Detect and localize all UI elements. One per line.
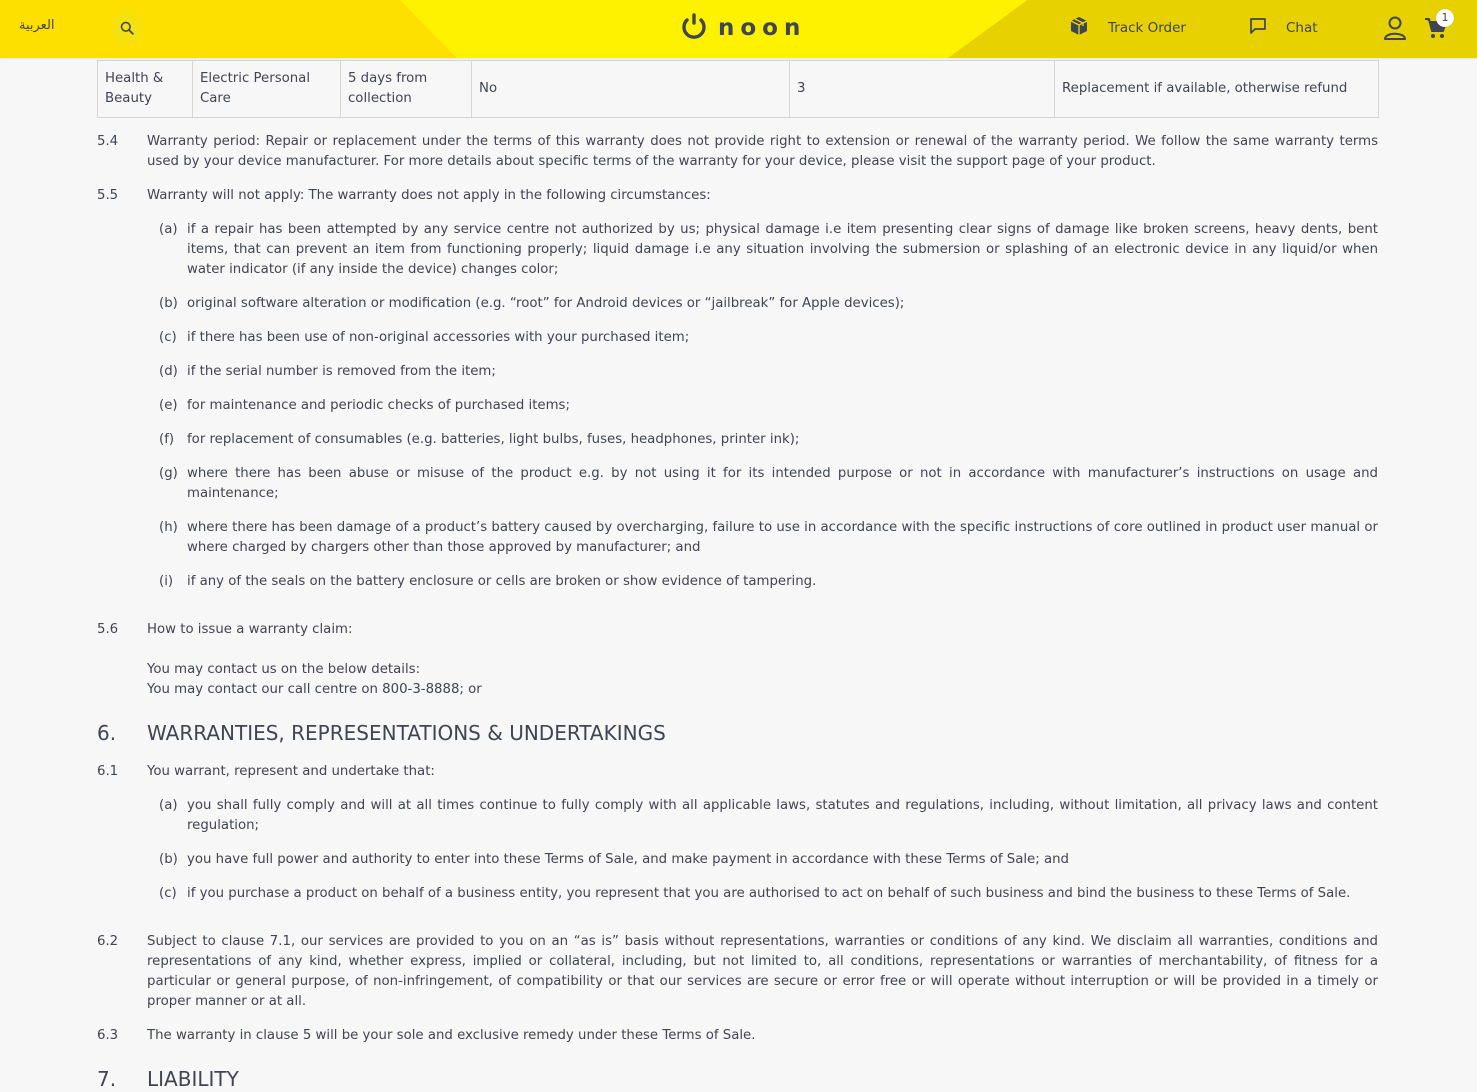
list-item-text: for replacement of consumables (e.g. batteries, light bulbs, fuses, headphones, printer ink); <box>187 432 800 447</box>
clause-5-4 <box>97 132 1378 172</box>
section-6-heading <box>97 720 1378 746</box>
terms-content <box>97 60 1378 1092</box>
clause-number: 5.6 <box>97 622 119 637</box>
table-row <box>98 61 1379 118</box>
account-button[interactable] <box>1382 14 1408 46</box>
package-icon <box>1068 15 1090 41</box>
list-item-letter: (f) <box>159 432 175 447</box>
clause-6-1 <box>97 762 1378 782</box>
list-item-letter: (b) <box>159 852 178 867</box>
list-item-text: where there has been abuse or misuse of the product e.g. by not using it for its intended purpose or not in accordance with manufacturer’s instructions on usage and maintenance; <box>187 466 1378 501</box>
list-item <box>97 430 1378 450</box>
list-item <box>97 396 1378 416</box>
list-item-text: original software alteration or modification (e.g. “root” for Android devices or “jailbreak” for Apple devices); <box>187 296 905 311</box>
list-item-letter: (b) <box>159 296 178 311</box>
section-title: WARRANTIES, REPRESENTATIONS & UNDERTAKINGS <box>147 721 666 745</box>
track-order-link[interactable] <box>1068 16 1186 40</box>
clause-6-3 <box>97 1026 1378 1046</box>
contact-line: You may contact our call centre on 800-3-8888; or <box>147 682 482 697</box>
list-item-letter: (c) <box>159 330 177 345</box>
table-cell-remedy: Replacement if available, otherwise refund <box>1055 61 1379 118</box>
contact-line: You may contact us on the below details: <box>147 662 421 677</box>
search-icon <box>120 20 134 39</box>
clause-number: 6.2 <box>97 934 119 949</box>
chat-link[interactable] <box>1248 16 1318 40</box>
list-item-text: if a repair has been attempted by any service centre not authorized by us; physical damage i.e item presenting clear signs of damage like broken screens, heavy dents, bent items, that can prevent an item from functioning properly; liquid damage i.e any situation involving the submersion or splashing of an electronic device in any liquid/or when water indicator (if any inside the device) changes color; <box>187 222 1378 277</box>
language-toggle[interactable]: العربية <box>19 18 55 33</box>
chat-icon <box>1248 16 1268 40</box>
clause-number: 6.3 <box>97 1028 119 1043</box>
list-item-letter: (c) <box>159 886 177 901</box>
user-icon <box>1382 27 1408 46</box>
list-item-text: where there has been damage of a product’s battery caused by overcharging, failure to use in accordance with the specific instructions of core outlined in product user manual or where charged by chargers other than those approved by manufacturer; and <box>187 520 1378 555</box>
list-item-text: if you purchase a product on behalf of a business entity, you represent that you are authorised to act on behalf of such business and bind the business to these Terms of Sale. <box>187 886 1351 901</box>
list-item-letter: (a) <box>159 798 178 813</box>
contact-details <box>97 660 1378 700</box>
list-item-text: you shall fully comply and will at all times continue to fully comply with all applicable laws, statutes and regulations, including, without limitation, all privacy laws and content regulation; <box>187 798 1378 833</box>
list-item <box>97 464 1378 504</box>
cart-count-badge: 1 <box>1436 9 1454 27</box>
clause-text: Warranty period: Repair or replacement under the terms of this warranty does not provide right to extension or renewal of the warranty period. We follow the same warranty terms used by your device manufacturer. For more details about specific terms of the warranty for your device, please visit the support page of your product. <box>147 134 1378 169</box>
list-item-letter: (d) <box>159 364 178 379</box>
clause-text: The warranty in clause 5 will be your sole and exclusive remedy under these Terms of Sale. <box>147 1028 756 1043</box>
section-number: 7. <box>97 1067 117 1091</box>
list-item-text: if there has been use of non-original accessories with your purchased item; <box>187 330 690 345</box>
search-button[interactable] <box>112 14 142 44</box>
clause-number: 6.1 <box>97 764 119 779</box>
list-item-text: if any of the seals on the battery enclosure or cells are broken or show evidence of tampering. <box>187 574 817 589</box>
list-item <box>97 884 1378 904</box>
table-cell-return-window: 5 days from collection <box>341 61 472 118</box>
list-item-text: for maintenance and periodic checks of purchased items; <box>187 398 570 413</box>
list-item-letter: (e) <box>159 398 178 413</box>
section-number: 6. <box>97 721 117 745</box>
list-item <box>97 850 1378 870</box>
noon-logo-icon <box>680 11 708 45</box>
section-title: LIABILITY <box>147 1067 239 1091</box>
list-item <box>97 220 1378 280</box>
list-item-text: if the serial number is removed from the item; <box>187 364 496 379</box>
track-order-label: Track Order <box>1108 20 1186 36</box>
returns-table <box>97 60 1379 118</box>
table-cell-warranty: 3 <box>790 61 1055 118</box>
noon-logo[interactable] <box>680 12 806 44</box>
site-header <box>0 0 1477 58</box>
clause-text: Subject to clause 7.1, our services are provided to you on an “as is” basis without representations, warranties or conditions of any kind. We disclaim all warranties, conditions and representations of any kind, whether express, implied or collateral, including, but not limited to, all conditions, representations or warranties of merchantability, of fitness for a particular or general purpose, of non-infringement, of compatibility or that our services are secure or error free or will operate without interruption or will be provided in a timely or proper manner or at all. <box>147 934 1378 1009</box>
list-item <box>97 518 1378 558</box>
clause-number: 5.5 <box>97 188 119 203</box>
table-cell-category: Health & Beauty <box>98 61 193 118</box>
table-cell-subcategory: Electric Personal Care <box>193 61 341 118</box>
list-item <box>97 572 1378 592</box>
table-cell-returnable: No <box>472 61 790 118</box>
clause-text: How to issue a warranty claim: <box>147 622 353 637</box>
list-item <box>97 294 1378 314</box>
list-item-letter: (g) <box>159 466 178 481</box>
clause-text: You warrant, represent and undertake that: <box>147 764 435 779</box>
chat-label: Chat <box>1286 20 1318 36</box>
clause-text: Warranty will not apply: The warranty does not apply in the following circumstances: <box>147 188 711 203</box>
clause-5-5 <box>97 186 1378 206</box>
list-item-letter: (h) <box>159 520 178 535</box>
clause-number: 5.4 <box>97 134 119 149</box>
list-item-letter: (i) <box>159 574 174 589</box>
list-item <box>97 362 1378 382</box>
section-7-heading <box>97 1066 1378 1092</box>
list-item-text: you have full power and authority to enter into these Terms of Sale, and make payment in accordance with these Terms of Sale; and <box>187 852 1069 867</box>
list-item <box>97 796 1378 836</box>
clause-6-2 <box>97 932 1378 1012</box>
clause-5-6 <box>97 620 1378 640</box>
logo-wordmark: noon <box>718 15 807 41</box>
list-item-letter: (a) <box>159 222 178 237</box>
list-item <box>97 328 1378 348</box>
cart-icon <box>1424 25 1448 44</box>
